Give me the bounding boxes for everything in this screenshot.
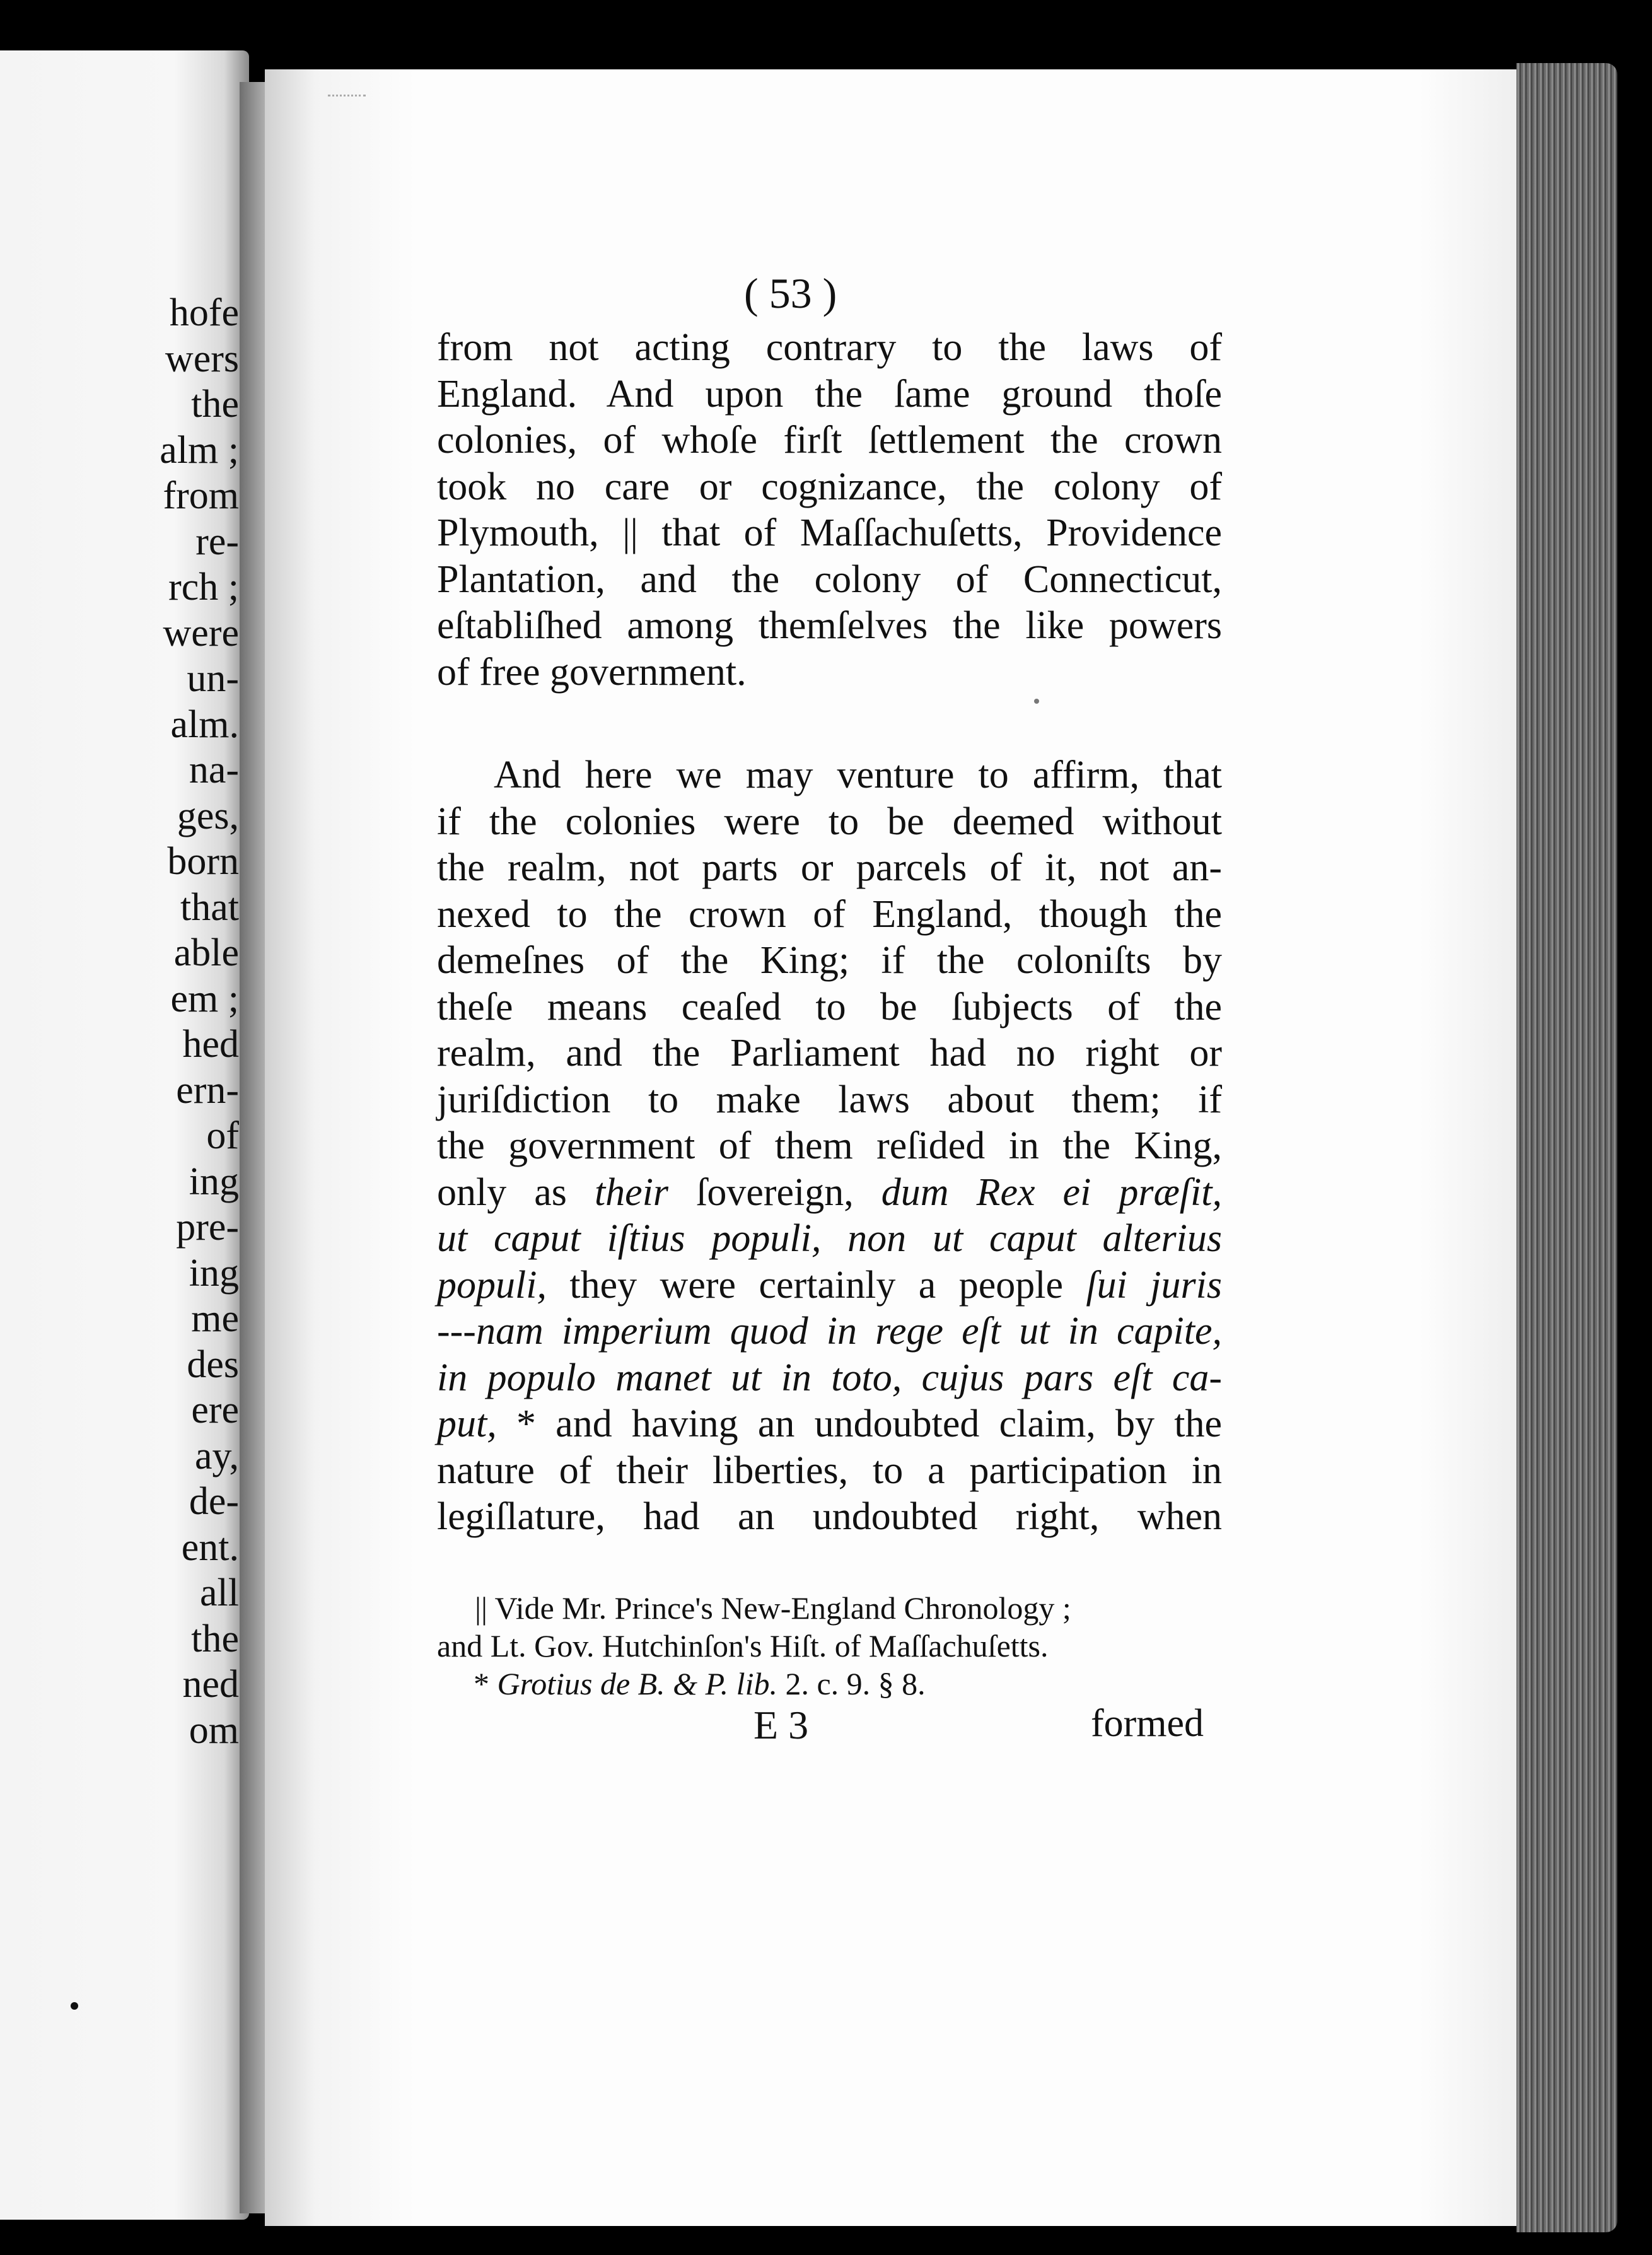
fragment-line: re-: [195, 520, 239, 563]
fragment-line: born: [167, 840, 239, 883]
fragment-line: alm ;: [160, 428, 239, 472]
fragment-line: able: [173, 931, 239, 974]
page-mark: [328, 95, 366, 98]
text-line: [437, 1308, 1222, 1355]
paragraph-1: [437, 325, 1222, 696]
latin-quote: ſui juris: [1086, 1263, 1222, 1307]
latin-quote: in populo manet ut in toto, cujus pars eſt ca-: [437, 1356, 1222, 1399]
latin-quote: populi,: [437, 1263, 547, 1307]
text-line: eſtabliſhed among themſelves the like powers: [437, 604, 1222, 647]
fragment-line: ent.: [181, 1525, 239, 1569]
fragment-line: alm.: [170, 702, 239, 746]
page-edges: [1516, 63, 1617, 2232]
signature-mark: E 3: [753, 1703, 809, 1747]
text-line: legiſlature, had an undoubted right, when: [437, 1495, 1222, 1538]
text-line: realm, and the Parliament had no right or: [437, 1032, 1222, 1075]
footnotes: [437, 1589, 1222, 1703]
fragment-line: des: [187, 1343, 239, 1386]
text-line: theſe means ceaſed to be ſubjects of the: [437, 985, 1222, 1028]
fragment-line: ern-: [176, 1068, 239, 1112]
text-run: they were certainly a people: [546, 1263, 1086, 1307]
citation-location: 2. c. 9. § 8.: [777, 1666, 926, 1701]
text-line: nexed to the crown of England, though the: [437, 892, 1222, 936]
text-line: from not acting contrary to the laws of: [437, 326, 1222, 369]
footnote-1: || Vide Mr. Prince's New-England Chronology ;: [475, 1590, 1071, 1626]
text-run: * and having an undoubted claim, by the: [496, 1402, 1222, 1445]
fragment-line: hofe: [169, 291, 239, 334]
text-run: only as: [437, 1170, 595, 1214]
fragment-line: the: [191, 1617, 239, 1660]
text-line: Plantation, and the colony of Connecticut,: [437, 557, 1222, 601]
text-run: ſovereign,: [668, 1170, 881, 1214]
fragment-line: hed: [182, 1023, 239, 1066]
fragment-line: were: [163, 611, 239, 655]
latin-quote: put,: [437, 1402, 497, 1445]
ink-speck: [1034, 699, 1039, 704]
text-line: demeſnes of the King; if the coloniſts by: [437, 939, 1222, 982]
text-line: if the colonies were to be deemed without: [437, 800, 1222, 843]
text-line: the government of them reſided in the King,: [437, 1124, 1222, 1167]
fragment-line: ned: [182, 1663, 239, 1706]
text-line: took no care or cognizance, the colony of: [437, 465, 1222, 508]
fragment-line: em ;: [170, 977, 239, 1020]
fragment-line: all: [200, 1571, 239, 1614]
citation-title: Grotius de B. & P. lib.: [497, 1666, 777, 1701]
text-line: England. And upon the ſame ground thoſe: [437, 372, 1222, 416]
fragment-line: ay,: [195, 1434, 239, 1477]
page-number: ( 53 ): [744, 269, 837, 317]
fragment-line: rch ;: [168, 566, 239, 609]
fragment-line: wers: [165, 337, 239, 380]
catchword: formed: [1091, 1702, 1204, 1745]
fragment-line: de-: [189, 1480, 239, 1523]
footnote-marker: *: [474, 1666, 497, 1701]
italic-run: their: [594, 1170, 669, 1214]
text-line: [437, 1262, 1222, 1309]
footnote-1-continued: and Lt. Gov. Hutchinſon's Hiſt. of Maſſachuſetts.: [437, 1628, 1049, 1664]
fragment-line: ges,: [177, 794, 239, 837]
fragment-line: of: [206, 1114, 239, 1157]
latin-quote: ---nam imperium quod in rege eſt ut in capite,: [437, 1310, 1222, 1353]
previous-page-fragment: [0, 50, 249, 2220]
text-line: [437, 1401, 1222, 1448]
fragment-line: om: [189, 1708, 239, 1752]
text-line: Plymouth, || that of Maſſachuſetts, Providence: [437, 511, 1222, 554]
text-line: of free government.: [437, 650, 747, 694]
text-line: [437, 1216, 1222, 1262]
fragment-line: the: [191, 383, 239, 426]
text-line: the realm, not parts or parcels of it, not an-: [437, 846, 1222, 889]
fragment-line: me: [191, 1297, 239, 1340]
text-line: And here we may venture to affirm, that: [494, 754, 1222, 796]
fragment-line: ing: [189, 1251, 239, 1295]
fragment-line: ing: [189, 1160, 239, 1203]
text-line: juriſdiction to make laws about them; if: [437, 1078, 1222, 1121]
text-line: nature of their liberties, to a participation in: [437, 1448, 1222, 1492]
footnote-2: [437, 1665, 1222, 1703]
ink-dot: [71, 2002, 78, 2010]
text-line: [437, 1170, 1222, 1216]
latin-quote: dum Rex ei præſit,: [881, 1170, 1222, 1214]
fragment-line: na-: [189, 749, 239, 791]
fragment-line: from: [163, 474, 239, 517]
latin-quote: ut caput iſtius populi, non ut caput alterius: [437, 1217, 1222, 1260]
fragment-line: ere: [191, 1389, 239, 1431]
fragment-line: pre-: [176, 1206, 239, 1249]
fragment-line: un-: [187, 657, 239, 700]
paragraph-2: [437, 752, 1222, 1541]
text-line: colonies, of whoſe firſt ſettlement the crown: [437, 419, 1222, 462]
fragment-line: that: [180, 885, 239, 929]
text-line: [437, 1355, 1222, 1402]
